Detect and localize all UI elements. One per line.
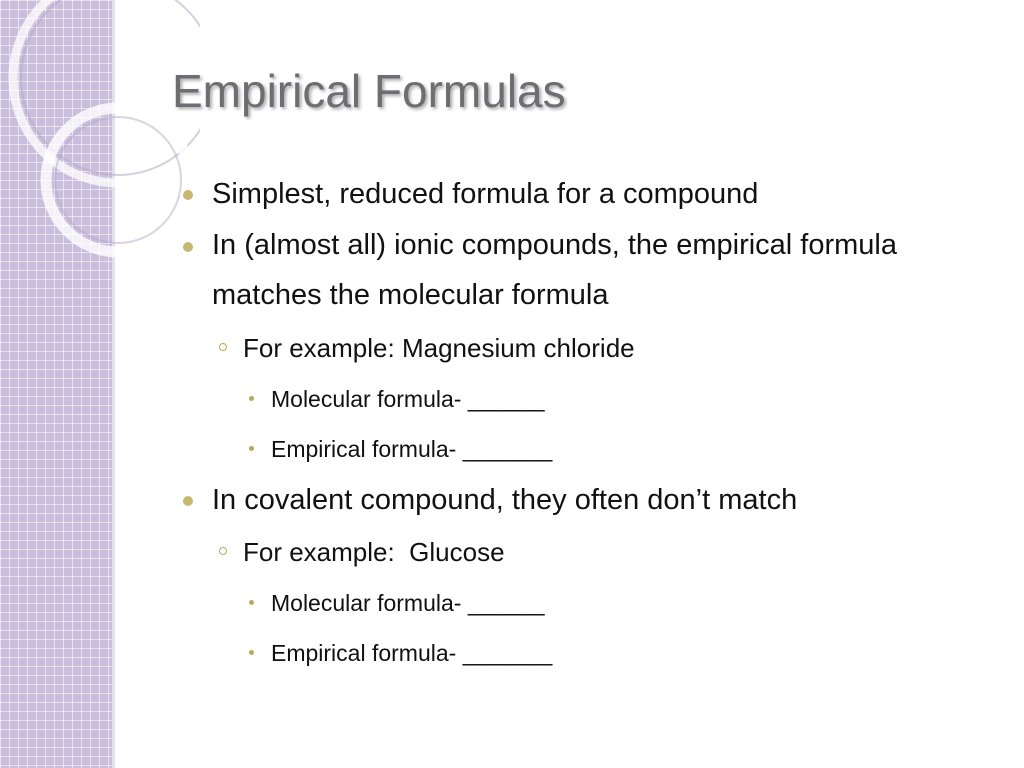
- bullet-small-dot-icon: [249, 446, 254, 451]
- bullet-item: [180, 168, 980, 220]
- bullet-list: [180, 168, 980, 678]
- bullet-small-dot-icon: [249, 396, 254, 401]
- bullet-text: For example: Glucose: [243, 537, 505, 567]
- bullet-small-dot-icon: [249, 600, 254, 605]
- sub-bullet-item: [180, 322, 980, 374]
- sub-sub-bullet-item: [180, 578, 980, 628]
- bullet-dot-icon: [183, 496, 193, 506]
- bullet-text: For example: Magnesium chloride: [243, 333, 635, 363]
- bullet-ring-icon: [219, 343, 227, 351]
- sub-bullet-item: [180, 526, 980, 578]
- sub-sub-bullet-item: [180, 424, 980, 474]
- bullet-small-dot-icon: [249, 650, 254, 655]
- bullet-ring-icon: [219, 547, 227, 555]
- slide-title: Empirical Formulas: [172, 65, 566, 117]
- bullet-item: [180, 474, 980, 526]
- bullet-text: Molecular formula- ______: [271, 590, 545, 616]
- bullet-dot-icon: [183, 190, 193, 200]
- bullet-text: Simplest, reduced formula for a compound: [212, 178, 759, 210]
- bullet-item: [180, 220, 980, 320]
- sub-sub-bullet-item: [180, 628, 980, 678]
- sub-sub-bullet-item: [180, 374, 980, 424]
- bullet-text: Empirical formula- _______: [271, 640, 553, 666]
- bullet-text: Empirical formula- _______: [271, 436, 553, 462]
- bullet-text: In covalent compound, they often don’t match: [212, 484, 798, 516]
- bullet-dot-icon: [183, 242, 193, 252]
- decorative-circles: [0, 0, 200, 260]
- bullet-text: Molecular formula- ______: [271, 386, 545, 412]
- bullet-text: In (almost all) ionic compounds, the empirical formula matches the molecular formula: [212, 229, 897, 311]
